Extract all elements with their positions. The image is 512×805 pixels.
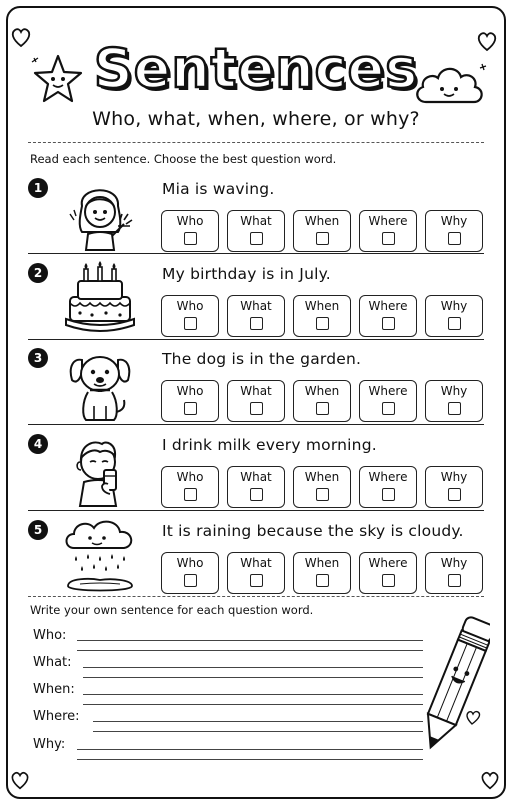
smiling-cloud-icon [412, 58, 488, 108]
answer-checkbox[interactable] [316, 574, 329, 587]
write-line[interactable] [77, 759, 423, 760]
answer-options [161, 380, 483, 422]
answer-checkbox[interactable] [184, 488, 197, 501]
answer-checkbox[interactable] [382, 574, 395, 587]
write-section-title: Write your own sentence for each question word. [30, 603, 314, 617]
answer-checkbox[interactable] [448, 402, 461, 415]
corner-heart-icon [478, 768, 502, 792]
item-sentence: It is raining because the sky is cloudy. [162, 522, 464, 540]
dog-icon [60, 346, 140, 422]
write-label: Where: [33, 709, 80, 724]
item-number: 5 [28, 520, 48, 540]
boy-drinking-milk-icon [60, 432, 140, 508]
item-number: 3 [28, 348, 48, 368]
write-row-why [33, 737, 423, 759]
corner-heart-icon [474, 28, 500, 54]
write-line[interactable] [77, 640, 423, 641]
write-line[interactable] [93, 731, 423, 732]
option-why[interactable]: Why [425, 210, 483, 252]
answer-checkbox[interactable] [316, 402, 329, 415]
option-when[interactable]: When [293, 466, 351, 508]
write-row-where [33, 709, 423, 731]
rain-cloud-icon [60, 518, 140, 594]
question-item-5 [28, 520, 484, 600]
write-line[interactable] [83, 704, 423, 705]
option-why[interactable]: Why [425, 552, 483, 594]
write-label: Why: [33, 737, 66, 752]
write-line[interactable] [83, 694, 423, 695]
option-where[interactable]: Where [359, 295, 417, 337]
option-who[interactable]: Who [161, 380, 219, 422]
write-row-what [33, 655, 423, 677]
item-number: 2 [28, 263, 48, 283]
question-item-1 [28, 178, 484, 258]
option-why[interactable]: Why [425, 466, 483, 508]
instructions-text: Read each sentence. Choose the best question word. [30, 152, 337, 166]
option-where[interactable]: Where [359, 552, 417, 594]
question-item-2 [28, 263, 484, 343]
smiling-pencil-icon [420, 612, 490, 762]
answer-checkbox[interactable] [382, 488, 395, 501]
option-where[interactable]: Where [359, 380, 417, 422]
birthday-cake-icon [60, 261, 140, 337]
dashed-divider [28, 596, 484, 597]
answer-checkbox[interactable] [382, 232, 395, 245]
answer-checkbox[interactable] [382, 317, 395, 330]
question-item-4 [28, 434, 484, 514]
item-divider [28, 339, 484, 340]
answer-checkbox[interactable] [184, 574, 197, 587]
item-sentence: My birthday is in July. [162, 265, 331, 283]
item-divider [28, 424, 484, 425]
answer-options [161, 466, 483, 508]
corner-heart-icon [8, 24, 34, 50]
write-label: What: [33, 655, 72, 670]
option-what[interactable]: What [227, 552, 285, 594]
answer-options [161, 295, 483, 337]
answer-checkbox[interactable] [448, 574, 461, 587]
option-what[interactable]: What [227, 380, 285, 422]
item-divider [28, 253, 484, 254]
answer-checkbox[interactable] [250, 488, 263, 501]
page-title-wrapper [90, 34, 422, 104]
option-who[interactable]: Who [161, 210, 219, 252]
write-label: Who: [33, 628, 67, 643]
answer-checkbox[interactable] [250, 402, 263, 415]
option-why[interactable]: Why [425, 380, 483, 422]
corner-heart-icon [8, 768, 32, 792]
option-who[interactable]: Who [161, 295, 219, 337]
answer-checkbox[interactable] [382, 402, 395, 415]
write-line[interactable] [77, 650, 423, 651]
page-title: Sentences [93, 37, 419, 100]
write-label: When: [33, 682, 75, 697]
page-subtitle: Who, what, when, where, or why? [92, 108, 420, 130]
option-when[interactable]: When [293, 295, 351, 337]
option-when[interactable]: When [293, 552, 351, 594]
write-line[interactable] [83, 667, 423, 668]
option-why[interactable]: Why [425, 295, 483, 337]
answer-checkbox[interactable] [250, 317, 263, 330]
write-row-when [33, 682, 423, 704]
answer-checkbox[interactable] [184, 232, 197, 245]
item-number: 1 [28, 178, 48, 198]
answer-checkbox[interactable] [448, 317, 461, 330]
answer-checkbox[interactable] [448, 232, 461, 245]
answer-checkbox[interactable] [316, 488, 329, 501]
write-line[interactable] [83, 677, 423, 678]
item-number: 4 [28, 434, 48, 454]
answer-checkbox[interactable] [184, 402, 197, 415]
item-sentence: The dog is in the garden. [162, 350, 362, 368]
answer-checkbox[interactable] [250, 232, 263, 245]
write-line[interactable] [93, 721, 423, 722]
write-row-who [33, 628, 423, 650]
answer-checkbox[interactable] [184, 317, 197, 330]
option-where[interactable]: Where [359, 466, 417, 508]
answer-checkbox[interactable] [250, 574, 263, 587]
answer-checkbox[interactable] [316, 317, 329, 330]
option-when[interactable]: When [293, 380, 351, 422]
item-divider [28, 510, 484, 511]
question-item-3 [28, 348, 484, 428]
girl-waving-icon [60, 176, 140, 252]
option-what[interactable]: What [227, 295, 285, 337]
option-when[interactable]: When [293, 210, 351, 252]
answer-checkbox[interactable] [448, 488, 461, 501]
answer-checkbox[interactable] [316, 232, 329, 245]
option-where[interactable]: Where [359, 210, 417, 252]
smiling-star-icon [30, 52, 86, 108]
answer-options [161, 210, 483, 252]
option-what[interactable]: What [227, 466, 285, 508]
write-line[interactable] [77, 749, 423, 750]
option-who[interactable]: Who [161, 466, 219, 508]
dashed-divider [28, 142, 484, 143]
option-who[interactable]: Who [161, 552, 219, 594]
answer-options [161, 552, 483, 594]
item-sentence: Mia is waving. [162, 180, 275, 198]
option-what[interactable]: What [227, 210, 285, 252]
item-sentence: I drink milk every morning. [162, 436, 377, 454]
